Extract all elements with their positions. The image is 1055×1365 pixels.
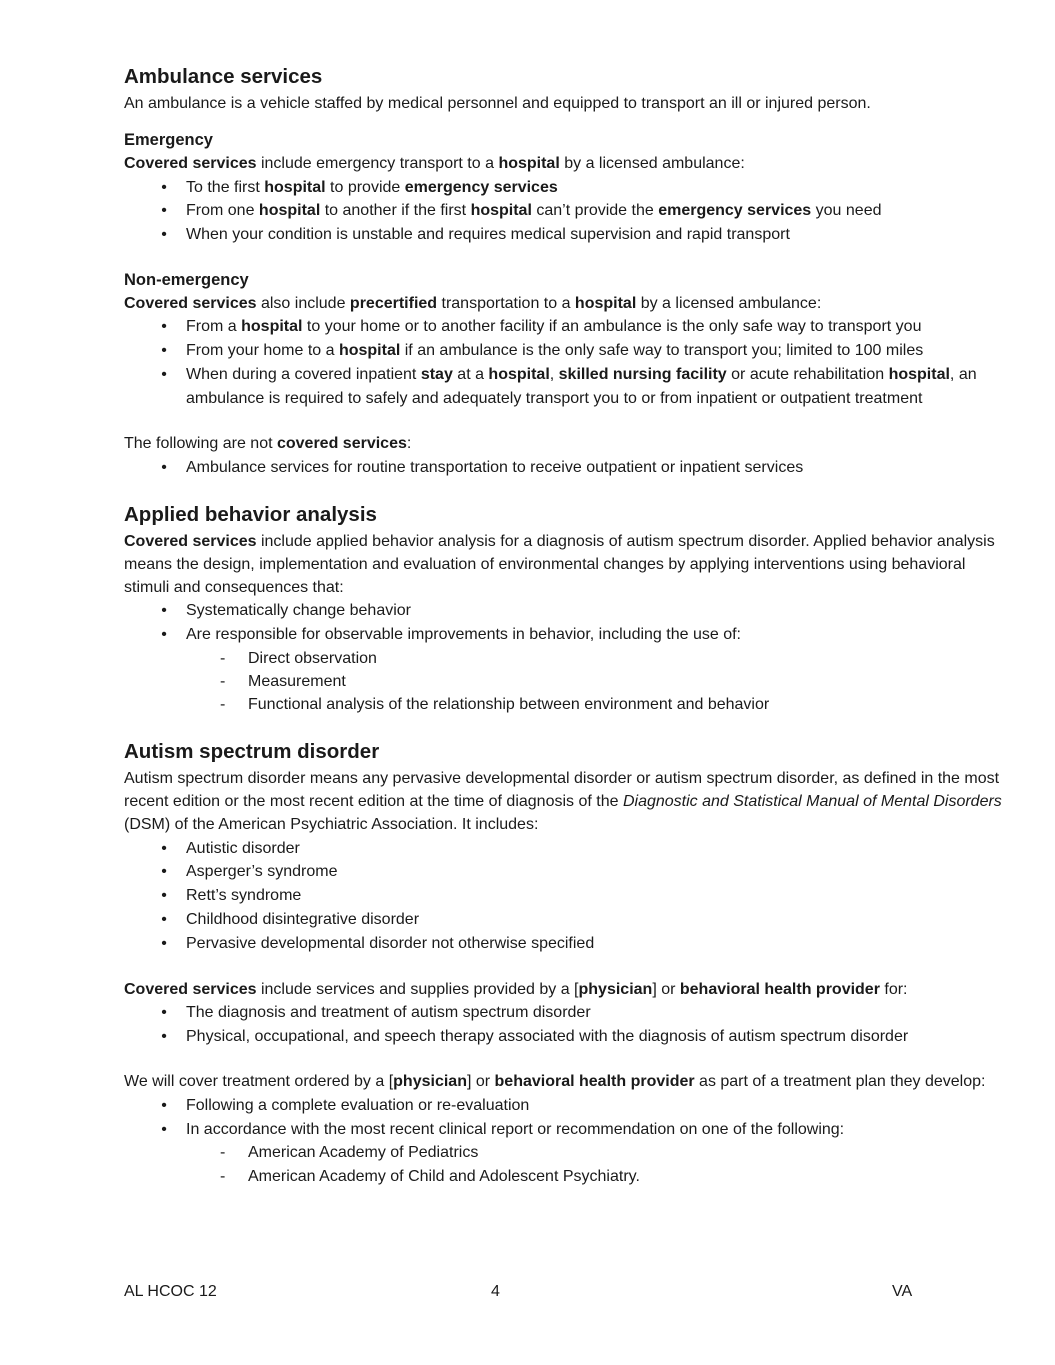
bullet-icon: •: [161, 458, 167, 476]
list-item: • In accordance with the most recent clinical report or recommendation on one of the following:: [124, 1118, 1004, 1142]
sub-list-item: - American Academy of Child and Adolescent Psychiatry.: [124, 1165, 1004, 1188]
list-item: • Asperger’s syndrome: [124, 860, 1004, 884]
document-page: [124, 62, 1004, 1188]
asd-covered-intro: Covered services include services and supplies provided by a [physician] or behavioral health provider for:: [124, 980, 908, 998]
list-item: • Ambulance services for routine transportation to receive outpatient or inpatient services: [124, 456, 1004, 480]
bullet-icon: •: [161, 934, 167, 952]
not-covered-list: [124, 456, 1004, 480]
bullet-icon: •: [161, 1027, 167, 1045]
bullet-icon: •: [161, 602, 167, 620]
asd-treatment-list: [124, 1094, 1004, 1142]
dash-icon: -: [220, 673, 226, 691]
bullet-icon: •: [161, 365, 167, 383]
asd-covered-list: [124, 1001, 1004, 1049]
list-item: • The diagnosis and treatment of autism spectrum disorder: [124, 1001, 1004, 1025]
list-item: • When during a covered inpatient stay at a hospital, skilled nursing facility or acute rehabilitation hospital, an ambulance is required to safely and adequately transport you to or from inpatient or outpatient treatment: [124, 363, 1004, 411]
section-title-aba: Applied behavior analysis: [124, 502, 377, 526]
list-item: • Rett’s syndrome: [124, 884, 1004, 908]
dash-icon: -: [220, 1167, 226, 1185]
footer-state: VA: [892, 1283, 913, 1300]
list-item: • Are responsible for observable improvements in behavior, including the use of:: [124, 623, 1004, 647]
list-item: • Childhood disintegrative disorder: [124, 908, 1004, 932]
asd-list: [124, 837, 1004, 956]
bullet-icon: •: [161, 626, 167, 644]
subheading-non-emergency: Non-emergency: [124, 270, 249, 289]
bullet-icon: •: [161, 202, 167, 220]
bullet-icon: •: [161, 839, 167, 857]
list-item: • To the first hospital to provide emergency services: [124, 176, 1004, 200]
footer-doc-id: AL HCOC 12: [124, 1283, 217, 1300]
bullet-icon: •: [161, 342, 167, 360]
aba-sublist: [124, 647, 1004, 717]
bullet-icon: •: [161, 910, 167, 928]
section-title-asd: Autism spectrum disorder: [124, 739, 380, 763]
dash-icon: -: [220, 696, 226, 714]
dash-icon: -: [220, 650, 226, 668]
bullet-icon: •: [161, 1096, 167, 1114]
list-item: • Systematically change behavior: [124, 599, 1004, 623]
emergency-list: [124, 176, 1004, 247]
sub-list-item: - American Academy of Pediatrics: [124, 1141, 1004, 1164]
sub-list-item: - Measurement: [124, 670, 1004, 693]
list-item: • Following a complete evaluation or re-evaluation: [124, 1094, 1004, 1118]
list-item: • From one hospital to another if the first hospital can’t provide the emergency services you need: [124, 199, 1004, 223]
aba-list: [124, 599, 1004, 647]
sub-list-item: - Direct observation: [124, 647, 1004, 670]
list-item: • Autistic disorder: [124, 837, 1004, 861]
list-item: • Pervasive developmental disorder not otherwise specified: [124, 932, 1004, 956]
asd-treatment-intro: We will cover treatment ordered by a [physician] or behavioral health provider as part of a treatment plan they develop:: [124, 1073, 986, 1091]
list-item: • Physical, occupational, and speech therapy associated with the diagnosis of autism spectrum disorder: [124, 1025, 1004, 1049]
emergency-intro: Covered services include emergency transport to a hospital by a licensed ambulance:: [124, 155, 745, 173]
bullet-icon: •: [161, 1003, 167, 1021]
asd-treatment-sublist: [124, 1141, 1004, 1187]
list-item: • When your condition is unstable and requires medical supervision and rapid transport: [124, 223, 1004, 247]
not-covered-intro: The following are not covered services:: [124, 435, 412, 453]
bullet-icon: •: [161, 318, 167, 336]
list-item: • From a hospital to your home or to another facility if an ambulance is the only safe way to transport you: [124, 315, 1004, 339]
bullet-icon: •: [161, 863, 167, 881]
bullet-icon: •: [161, 887, 167, 905]
section-title-ambulance: Ambulance services: [124, 65, 323, 88]
bullet-icon: •: [161, 1120, 167, 1138]
non-emergency-intro: Covered services also include precertified transportation to a hospital by a licensed ambulance:: [124, 294, 822, 312]
bullet-icon: •: [161, 226, 167, 244]
footer-page-number: 4: [491, 1283, 500, 1300]
sub-list-item: - Functional analysis of the relationship between environment and behavior: [124, 693, 1004, 716]
list-item: • From your home to a hospital if an ambulance is the only safe way to transport you; limited to 100 miles: [124, 339, 1004, 363]
bullet-icon: •: [161, 178, 167, 196]
aba-intro: Covered services include applied behavior analysis for a diagnosis of autism spectrum disorder. Applied behavior analysis means the design, implementation and evaluation of environmental changes by applying interventions using behavioral stimuli and consequences that:: [124, 532, 995, 597]
asd-intro: Autism spectrum disorder means any pervasive developmental disorder or autism spectrum disorder, as defined in the most recent edition or the most recent edition at the time of diagnosis of the Diagnostic and Statistical Manual of Mental Disorders (DSM) of the American Psychiatric Association. It includes:: [124, 769, 1002, 834]
non-emergency-list: [124, 315, 1004, 410]
ambulance-intro: An ambulance is a vehicle staffed by medical personnel and equipped to transport an ill or injured person.: [124, 95, 871, 112]
subheading-emergency: Emergency: [124, 131, 213, 150]
dash-icon: -: [220, 1144, 226, 1162]
